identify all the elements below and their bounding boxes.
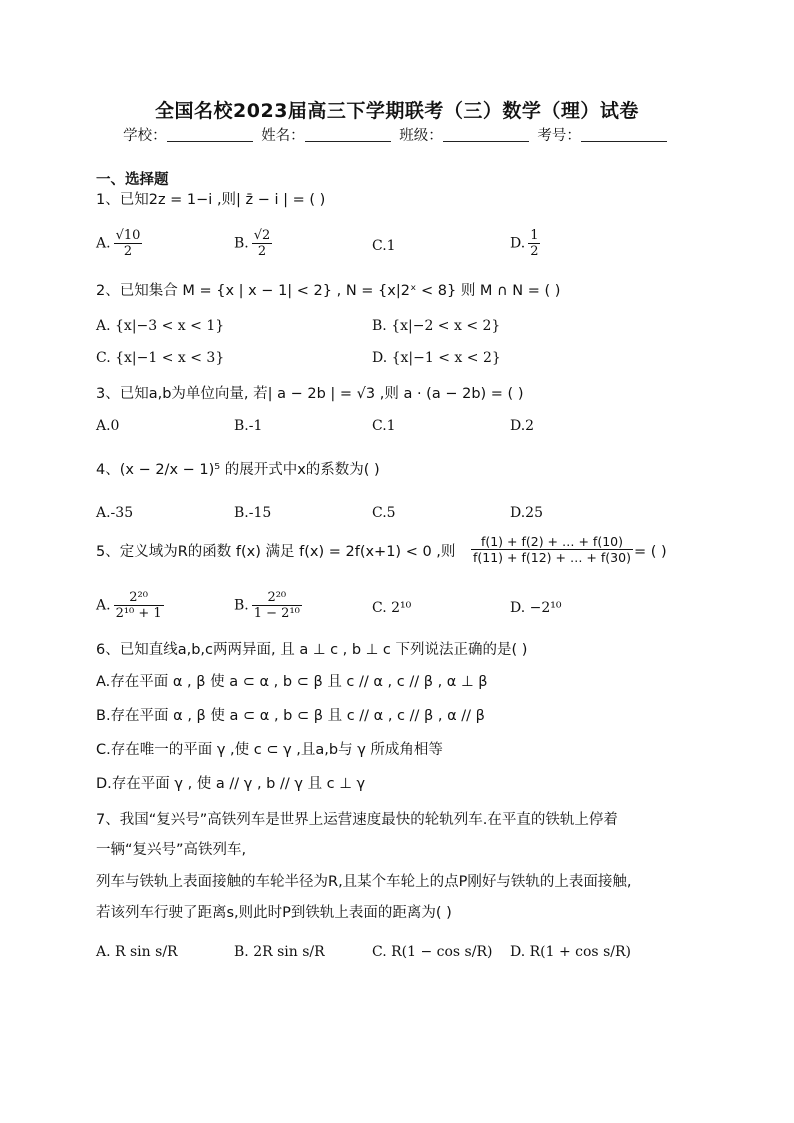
exam-no-blank[interactable]	[581, 127, 667, 142]
question-7-line-1: 7、我国“复兴号”高铁列车是世界上运营速度最快的轮轨列车.在平直的铁轨上停着	[96, 812, 618, 828]
q1-option-c: C.1	[372, 238, 396, 254]
question-3-stem: 3、已知a,b为单位向量, 若| a − 2b | = √3 ,则 a · (a − 2b) = ( )	[96, 386, 524, 402]
q5-option-c: C. 2¹⁰	[372, 600, 412, 616]
exam-no-label: 考号：	[537, 128, 581, 144]
q3-option-a: A.0	[96, 418, 120, 434]
section-title: 一、选择题	[96, 172, 169, 188]
q5-b-label: B.	[234, 597, 249, 614]
q2-option-c: C. {x|−1 < x < 3}	[96, 350, 225, 366]
school-blank[interactable]	[167, 127, 253, 142]
question-1-stem: 1、已知2z = 1−i ,则| z̄ − i | = ( )	[96, 192, 326, 208]
question-6-stem: 6、已知直线a,b,c两两异面, 且 a ⊥ c , b ⊥ c 下列说法正确的是( )	[96, 642, 528, 658]
student-info-line	[0, 124, 794, 145]
q3-option-b: B.-1	[234, 418, 263, 434]
q5-b-num: 2²⁰	[252, 590, 302, 606]
school-label: 学校：	[123, 128, 167, 144]
q1-d-label: D.	[510, 235, 526, 252]
q1-a-label: A.	[96, 235, 111, 252]
q7-option-a: A. R sin s/R	[96, 944, 178, 960]
q1-b-frac	[252, 228, 273, 259]
q5-option-d: D. −2¹⁰	[510, 600, 562, 616]
q2-option-b: B. {x|−2 < x < 2}	[372, 318, 501, 334]
question-5-options	[96, 590, 716, 632]
q5-frac-num: f(1) + f(2) + … + f(10)	[471, 534, 633, 550]
q6-option-a: A.存在平面 α , β 使 a ⊂ α , b ⊂ β 且 c // α , c // β , α ⊥ β	[96, 674, 488, 690]
q6-option-d: D.存在平面 γ , 使 a // γ , b // γ 且 c ⊥ γ	[96, 776, 366, 792]
q7-option-c: C. R(1 − cos s/R)	[372, 944, 493, 960]
q3-option-d: D.2	[510, 418, 535, 434]
q5-b-den: 1 − 2¹⁰	[253, 606, 300, 621]
q1-b-label: B.	[234, 235, 249, 252]
question-2-options-row2	[96, 350, 716, 370]
q7-option-d: D. R(1 + cos s/R)	[510, 944, 631, 960]
question-2-options-row1	[96, 318, 716, 338]
class-blank[interactable]	[443, 127, 529, 142]
q1-option-d	[510, 228, 540, 259]
question-4-stem: 4、(x − 2/x − 1)⁵ 的展开式中x的系数为( )	[96, 462, 380, 478]
question-5-stem	[96, 534, 716, 574]
q5-stem-b: = ( )	[634, 544, 667, 560]
q1-option-b	[234, 228, 272, 259]
q6-option-b: B.存在平面 α , β 使 a ⊂ α , b ⊂ β 且 c // α , c // β , α // β	[96, 708, 485, 724]
q1-d-frac	[528, 228, 540, 259]
q1-d-den: 2	[530, 244, 539, 259]
q3-option-c: C.1	[372, 418, 396, 434]
q1-b-den: 2	[257, 244, 267, 259]
q4-option-b: B.-15	[234, 505, 272, 521]
question-7-line-4: 若该列车行驶了距离s,则此时P到铁轨上表面的距离为( )	[96, 905, 452, 921]
q5-option-a	[96, 590, 164, 621]
q7-option-b: B. 2R sin s/R	[234, 944, 325, 960]
question-7-options	[96, 944, 716, 966]
page-title: 全国名校2023届高三下学期联考（三）数学（理）试卷	[155, 100, 639, 122]
q1-a-den: 2	[123, 244, 133, 259]
q4-option-a: A.-35	[96, 505, 134, 521]
question-1-options	[96, 228, 716, 272]
q5-stem-a: 5、定义域为R的函数 f(x) 满足 f(x) = 2f(x+1) < 0 ,则	[96, 544, 456, 560]
q5-option-b	[234, 590, 302, 621]
q5-a-frac	[114, 590, 164, 621]
q4-option-d: D.25	[510, 505, 543, 521]
q5-a-num: 2²⁰	[114, 590, 164, 606]
q5-frac-den: f(11) + f(12) + … + f(30)	[473, 550, 631, 565]
q5-b-frac	[252, 590, 302, 621]
question-3-options	[96, 418, 716, 438]
q1-option-a	[96, 228, 142, 259]
q5-stem-frac	[471, 534, 633, 565]
name-label: 姓名：	[261, 128, 305, 144]
q1-b-num: √2	[253, 228, 271, 243]
q2-option-a: A. {x|−3 < x < 1}	[96, 318, 225, 334]
question-7-line-2: 一辆“复兴号”高铁列车,	[96, 842, 247, 858]
question-2-stem: 2、已知集合 M = {x | x − 1| < 2} , N = {x|2ˣ < 8} 则 M ∩ N = ( )	[96, 283, 561, 299]
question-7-line-3: 列车与铁轨上表面接触的车轮半径为R,且某个车轮上的点P刚好与铁轨的上表面接触,	[96, 874, 632, 890]
q6-option-c: C.存在唯一的平面 γ ,使 c ⊂ γ ,且a,b与 γ 所成角相等	[96, 742, 443, 758]
q4-option-c: C.5	[372, 505, 396, 521]
q5-a-den: 2¹⁰ + 1	[115, 606, 162, 621]
class-label: 班级：	[399, 128, 443, 144]
q1-a-num: √10	[115, 228, 141, 243]
q1-d-num: 1	[530, 228, 539, 243]
q2-option-d: D. {x|−1 < x < 2}	[372, 350, 501, 366]
q5-a-label: A.	[96, 597, 111, 614]
question-4-options	[96, 505, 716, 525]
name-blank[interactable]	[305, 127, 391, 142]
q1-a-frac	[114, 228, 143, 259]
